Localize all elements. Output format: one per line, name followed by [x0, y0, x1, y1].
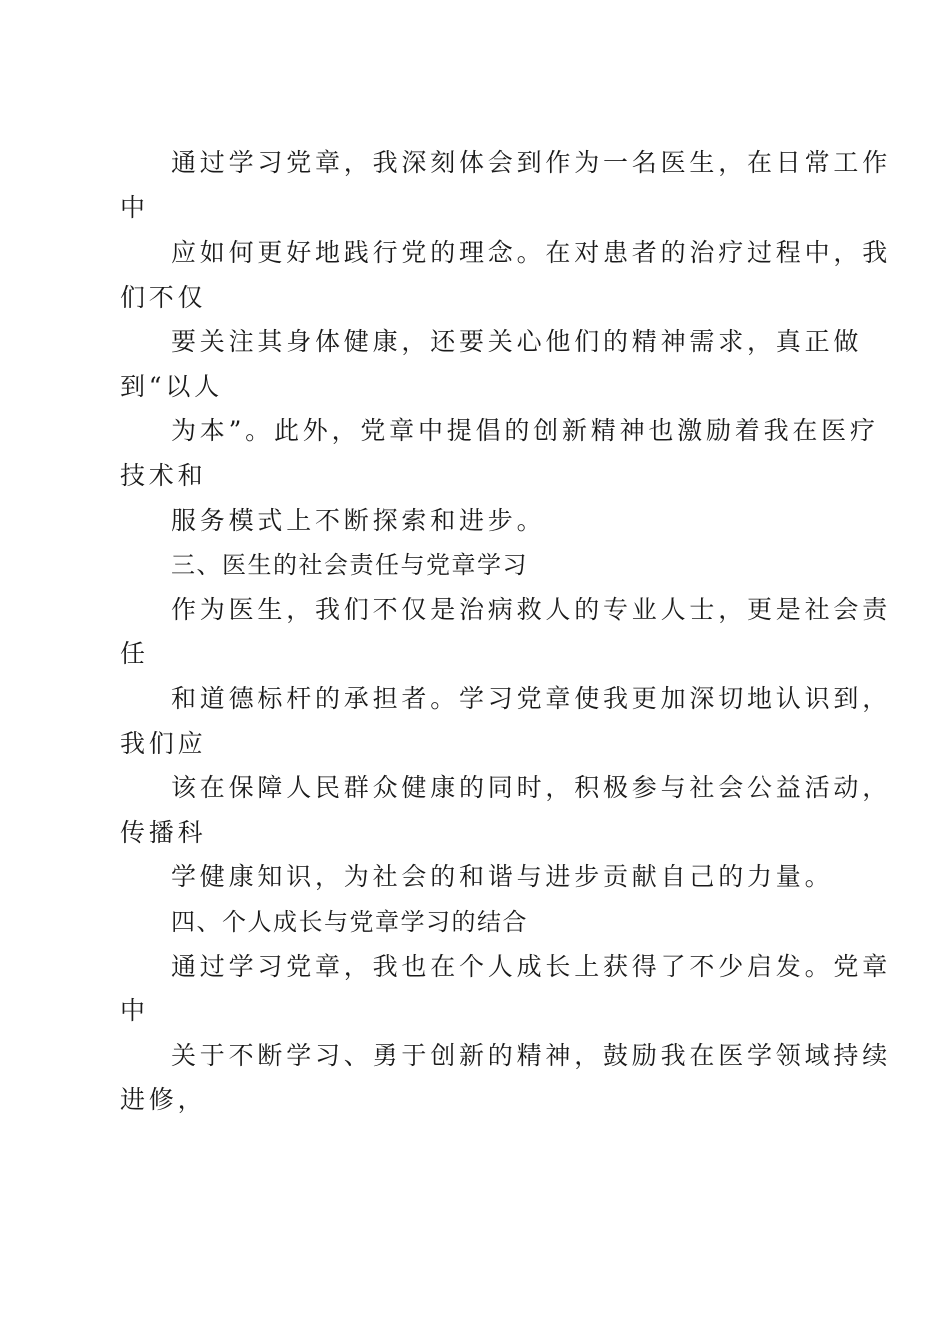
paragraph-line: 中 — [120, 193, 149, 222]
paragraph-line: 进修， — [120, 1085, 207, 1114]
paragraph-line: 为本”。此外，党章中提倡的创新精神也激励着我在医疗 — [171, 416, 879, 445]
paragraph-line: 服务模式上不断探索和进步。 — [171, 506, 546, 535]
paragraph-line: 作为医生，我们不仅是治病救人的专业人士，更是社会责 — [171, 595, 892, 624]
paragraph-line: 关于不断学习、勇于创新的精神，鼓励我在医学领域持续 — [171, 1041, 892, 1070]
paragraph-line: 传播科 — [120, 818, 207, 847]
paragraph-line: 学健康知识，为社会的和谐与进步贡献自己的力量。 — [171, 862, 834, 891]
paragraph-line: 应如何更好地践行党的理念。在对患者的治疗过程中，我 — [171, 238, 892, 267]
paragraph-line: 通过学习党章，我深刻体会到作为一名医生，在日常工作 — [171, 148, 892, 177]
paragraph-line: 通过学习党章，我也在个人成长上获得了不少启发。党章 — [171, 952, 892, 981]
paragraph-line: 任 — [120, 639, 149, 668]
paragraph-line: 技术和 — [120, 461, 207, 490]
section-heading: 三、医生的社会责任与党章学习 — [171, 551, 528, 579]
section-heading: 四、个人成长与党章学习的结合 — [171, 908, 528, 936]
paragraph-line: 我们应 — [120, 729, 207, 758]
paragraph-line: 到“以人 — [120, 372, 223, 401]
paragraph-line: 该在保障人民群众健康的同时，积极参与社会公益活动， — [171, 773, 892, 802]
paragraph-line: 们不仅 — [120, 283, 207, 312]
paragraph-line: 和道德标杆的承担者。学习党章使我更加深切地认识到， — [171, 684, 892, 713]
paragraph-line: 要关注其身体健康，还要关心他们的精神需求，真正做 — [171, 327, 863, 356]
paragraph-line: 中 — [120, 996, 149, 1025]
